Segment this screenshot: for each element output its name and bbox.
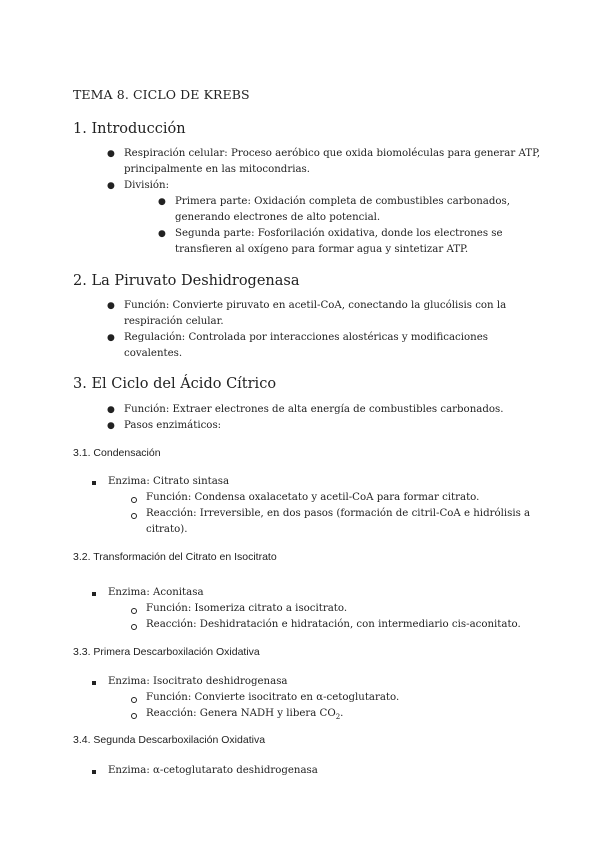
bullet-icon: ● bbox=[158, 197, 166, 207]
sub-list-item: Segunda parte: Fosforilación oxidativa, donde los electrones se bbox=[175, 228, 503, 239]
circle-bullet-icon bbox=[131, 497, 137, 503]
bullet-icon: ● bbox=[107, 421, 115, 431]
sub-list-item: Función: Condensa oxalacetato y acetil-CoA para formar citrato. bbox=[146, 492, 480, 503]
subheading-segunda-descarboxilacion: 3.4. Segunda Descarboxilación Oxidativa bbox=[73, 734, 266, 746]
heading-piruvato: 2. La Piruvato Deshidrogenasa bbox=[73, 273, 300, 289]
sub-list-item: Función: Isomeriza citrato a isocitrato. bbox=[146, 603, 348, 614]
sub-list-item-continuation: generando electrones de alto potencial. bbox=[175, 212, 381, 223]
bullet-icon: ● bbox=[107, 181, 115, 191]
bullet-icon: ● bbox=[107, 333, 115, 343]
bullet-icon: ● bbox=[107, 301, 115, 311]
circle-bullet-icon bbox=[131, 608, 137, 614]
sub-list-item-continuation: citrato). bbox=[146, 524, 188, 535]
list-item: Respiración celular: Proceso aeróbico que oxida biomoléculas para generar ATP, bbox=[124, 148, 541, 159]
list-item: Función: Extraer electrones de alta energía de combustibles carbonados. bbox=[124, 404, 504, 415]
subscript-2: 2 bbox=[335, 713, 341, 722]
circle-bullet-icon bbox=[131, 713, 137, 719]
list-item: Enzima: Aconitasa bbox=[108, 587, 204, 598]
bullet-icon: ● bbox=[158, 229, 166, 239]
heading-ciclo-acido-citrico: 3. El Ciclo del Ácido Cítrico bbox=[73, 376, 277, 392]
circle-bullet-icon bbox=[131, 513, 137, 519]
circle-bullet-icon bbox=[131, 697, 137, 703]
sub-list-item: Reacción: Deshidratación e hidratación, con intermediario cis-aconitato. bbox=[146, 619, 521, 630]
reaction-text: Reacción: Genera NADH y libera CO bbox=[146, 708, 336, 719]
heading-introduccion: 1. Introducción bbox=[73, 121, 186, 137]
list-item: Enzima: Citrato sintasa bbox=[108, 476, 230, 487]
list-item: Enzima: α-cetoglutarato deshidrogenasa bbox=[108, 765, 318, 776]
list-item-continuation: respiración celular. bbox=[124, 316, 224, 327]
sub-list-item-continuation: transfieren al oxígeno para formar agua y sintetizar ATP. bbox=[175, 244, 469, 255]
subheading-primera-descarboxilacion: 3.3. Primera Descarboxilación Oxidativa bbox=[73, 646, 260, 658]
list-item: Función: Convierte piruvato en acetil-CoA, conectando la glucólisis con la bbox=[124, 300, 507, 311]
sub-list-item bbox=[146, 706, 343, 725]
circle-bullet-icon bbox=[131, 624, 137, 630]
square-bullet-icon bbox=[92, 681, 96, 685]
period: . bbox=[340, 708, 344, 719]
sub-list-item: Reacción: Irreversible, en dos pasos (formación de citril-CoA e hidrólisis a bbox=[146, 508, 531, 519]
subheading-transformacion: 3.2. Transformación del Citrato en Isocitrato bbox=[73, 551, 277, 563]
square-bullet-icon bbox=[92, 770, 96, 774]
list-item-continuation: principalmente en las mitocondrias. bbox=[124, 164, 311, 175]
sub-list-item: Primera parte: Oxidación completa de combustibles carbonados, bbox=[175, 196, 510, 207]
list-item: Pasos enzimáticos: bbox=[124, 420, 222, 431]
list-item-continuation: covalentes. bbox=[124, 348, 183, 359]
subheading-condensacion: 3.1. Condensación bbox=[73, 447, 161, 459]
bullet-icon: ● bbox=[107, 149, 115, 159]
document-title: TEMA 8. CICLO DE KREBS bbox=[73, 87, 250, 102]
square-bullet-icon bbox=[92, 592, 96, 596]
list-item: Regulación: Controlada por interacciones alostéricas y modificaciones bbox=[124, 332, 488, 343]
bullet-icon: ● bbox=[107, 405, 115, 415]
list-item: Enzima: Isocitrato deshidrogenasa bbox=[108, 676, 288, 687]
list-item: División: bbox=[124, 180, 170, 191]
square-bullet-icon bbox=[92, 481, 96, 485]
sub-list-item: Función: Convierte isocitrato en α-cetoglutarato. bbox=[146, 692, 400, 703]
